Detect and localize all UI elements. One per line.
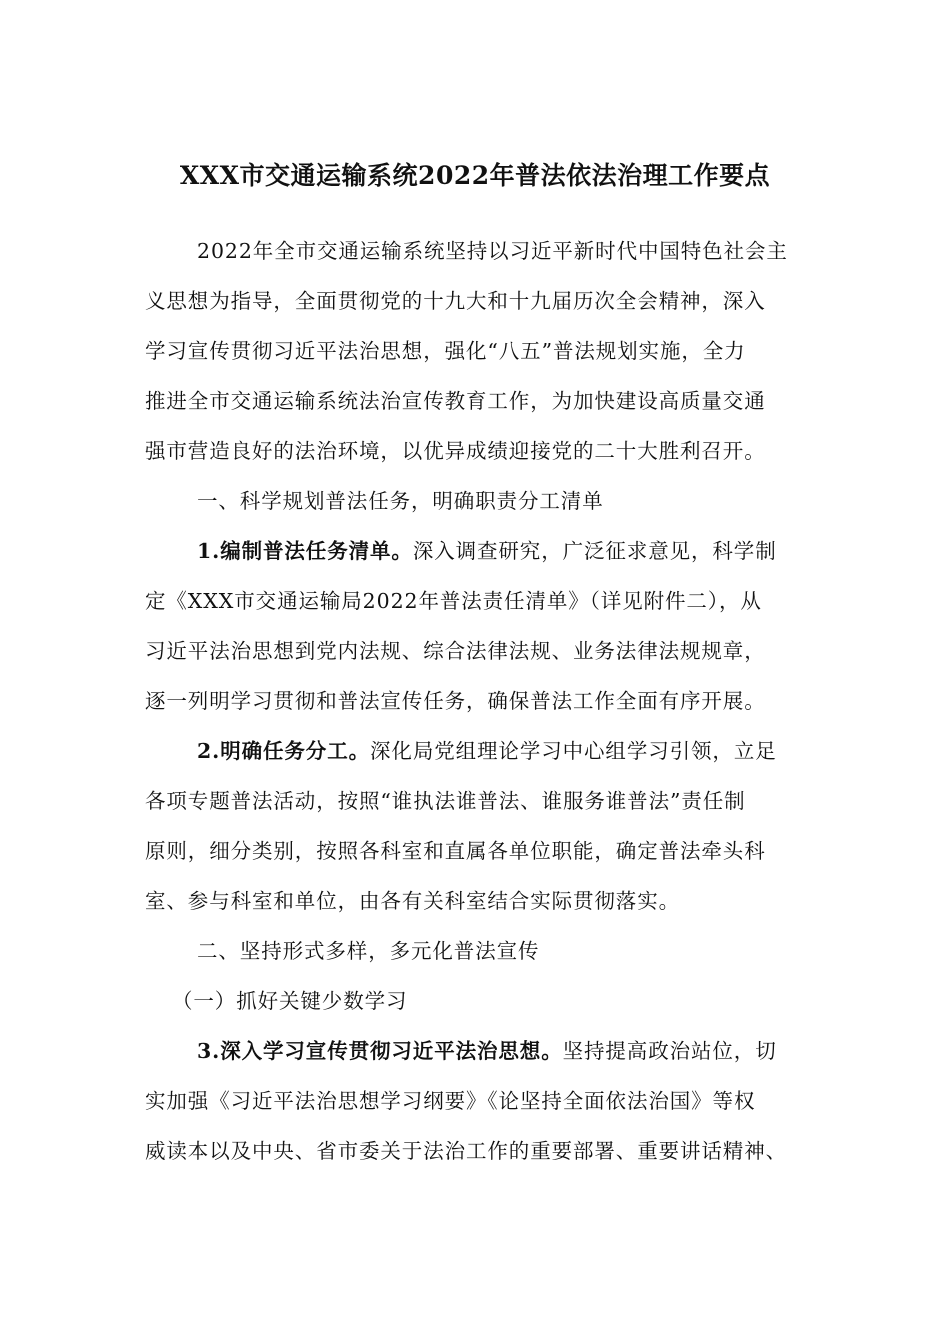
- intro-line-3: 学习宣传贯彻习近平法治思想，强化“八五”普法规划实施，全力: [145, 339, 746, 363]
- item-1-line-2: 定《XXX市交通运输局2022年普法责任清单》（详见附件二），从: [145, 589, 762, 613]
- item-2-line-2: 各项专题普法活动，按照“谁执法谁普法、谁服务谁普法”责任制: [145, 789, 746, 813]
- item-3-first-text: 坚持提高政治站位，切: [562, 1039, 777, 1063]
- item-2-first-text: 深化局党组理论学习中心组学习引领，立足: [370, 739, 777, 763]
- intro-line-2: 义思想为指导，全面贯彻党的十九大和十九届历次全会精神，深入: [145, 289, 766, 313]
- item-1-first-text: 深入调查研究，广泛征求意见，科学制: [412, 539, 777, 563]
- item-2-first-line: [197, 736, 867, 766]
- item-3-bold-title: 3.深入学习宣传贯彻习近平法治思想。: [197, 1039, 563, 1063]
- item-2-bold-title: 2.明确任务分工。: [197, 739, 371, 763]
- intro-line-5: 强市营造良好的法治环境，以优异成绩迎接党的二十大胜利召开。: [145, 439, 766, 463]
- item-2-line-3: 原则，细分类别，按照各科室和直属各单位职能，确定普法牵头科: [145, 839, 766, 863]
- item-1-line-3: 习近平法治思想到党内法规、综合法律法规、业务法律法规规章，: [145, 639, 766, 663]
- subsection-1-heading: （一）抓好关键少数学习: [172, 989, 408, 1013]
- item-3-first-line: [197, 1036, 867, 1066]
- document-title: XXX市交通运输系统2022年普法依法治理工作要点: [179, 161, 771, 190]
- section-1-heading: 一、科学规划普法任务，明确职责分工清单: [197, 489, 604, 513]
- item-3-line-2: 实加强《习近平法治思想学习纲要》《论坚持全面依法治国》等权: [145, 1089, 756, 1113]
- intro-line-4: 推进全市交通运输系统法治宣传教育工作，为加快建设高质量交通: [145, 389, 766, 413]
- section-2-heading: 二、坚持形式多样，多元化普法宣传: [197, 939, 540, 963]
- item-1-first-line: [197, 536, 867, 566]
- item-3-line-3: 威读本以及中央、省市委关于法治工作的重要部署、重要讲话精神、: [145, 1139, 787, 1163]
- item-1-bold-title: 1.编制普法任务清单。: [197, 539, 413, 563]
- item-1-line-4: 逐一列明学习贯彻和普法宣传任务，确保普法工作全面有序开展。: [145, 689, 766, 713]
- item-2-line-4: 室、参与科室和单位，由各有关科室结合实际贯彻落实。: [145, 889, 680, 913]
- intro-line-1: 2022年全市交通运输系统坚持以习近平新时代中国特色社会主: [197, 239, 788, 263]
